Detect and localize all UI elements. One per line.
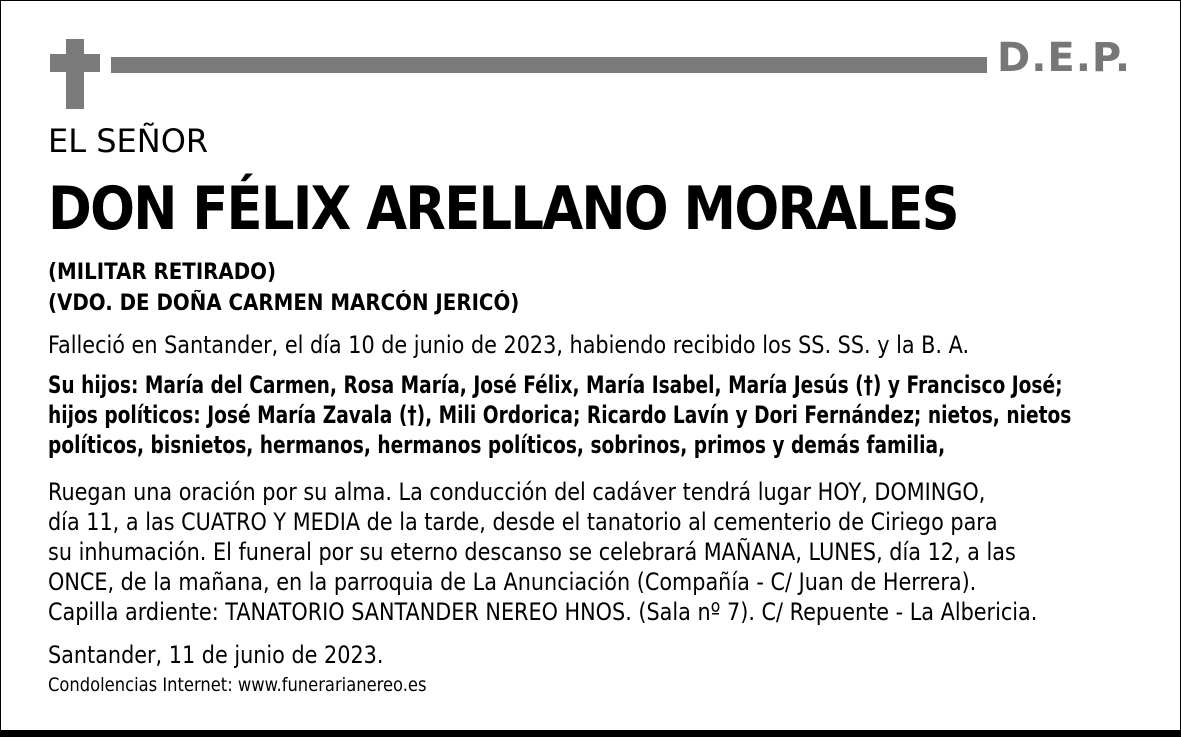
death-notice: Falleció en Santander, el día 10 de junio de 2023, habiendo recibido los SS. SS. y la B. A. bbox=[48, 331, 970, 359]
cross-icon bbox=[50, 39, 100, 109]
ceremony-line: ONCE, de la mañana, en la parroquia de La Anunciación (Compañía - C/ Juan de Herrera). bbox=[48, 568, 977, 596]
header-rule bbox=[111, 57, 987, 73]
place-date: Santander, 11 de junio de 2023. bbox=[48, 641, 384, 669]
honorific: EL SEÑOR bbox=[48, 122, 209, 160]
ceremony-line: día 11, a las CUATRO Y MEDIA de la tarde, desde el tanatorio al cementerio de Ciriego para bbox=[48, 508, 998, 536]
ceremony-line: Ruegan una oración por su alma. La conducción del cadáver tendrá lugar HOY, DOMINGO, bbox=[48, 478, 986, 506]
ceremony-line: su inhumación. El funeral por su eterno descanso se celebrará MAÑANA, LUNES, día 12, a las bbox=[48, 538, 1016, 566]
occupation: (MILITAR RETIRADO) bbox=[48, 260, 277, 285]
widower-of: (VDO. DE DOÑA CARMEN MARCÓN JERICÓ) bbox=[48, 291, 520, 316]
family-list bbox=[48, 370, 1071, 460]
dep-label: D.E.P. bbox=[997, 35, 1132, 81]
condolences-link: Condolencias Internet: www.funerarianereo.es bbox=[48, 674, 427, 696]
family-line: políticos, bisnietos, hermanos, hermanos políticos, sobrinos, primos y demás familia, bbox=[48, 431, 946, 459]
deceased-name: DON FÉLIX ARELLANO MORALES bbox=[48, 174, 958, 244]
bottom-border bbox=[0, 730, 1181, 737]
ceremony-details bbox=[48, 477, 1037, 627]
ceremony-line: Capilla ardiente: TANATORIO SANTANDER NEREO HNOS. (Sala nº 7). C/ Repuente - La Albericia. bbox=[48, 598, 1038, 626]
family-line: Su hijos: María del Carmen, Rosa María, José Félix, María Isabel, María Jesús (†) y Francisco José; bbox=[48, 371, 1063, 399]
family-line: hijos políticos: José María Zavala (†), Mili Ordorica; Ricardo Lavín y Dori Fernández; nietos, nietos bbox=[48, 401, 1072, 429]
